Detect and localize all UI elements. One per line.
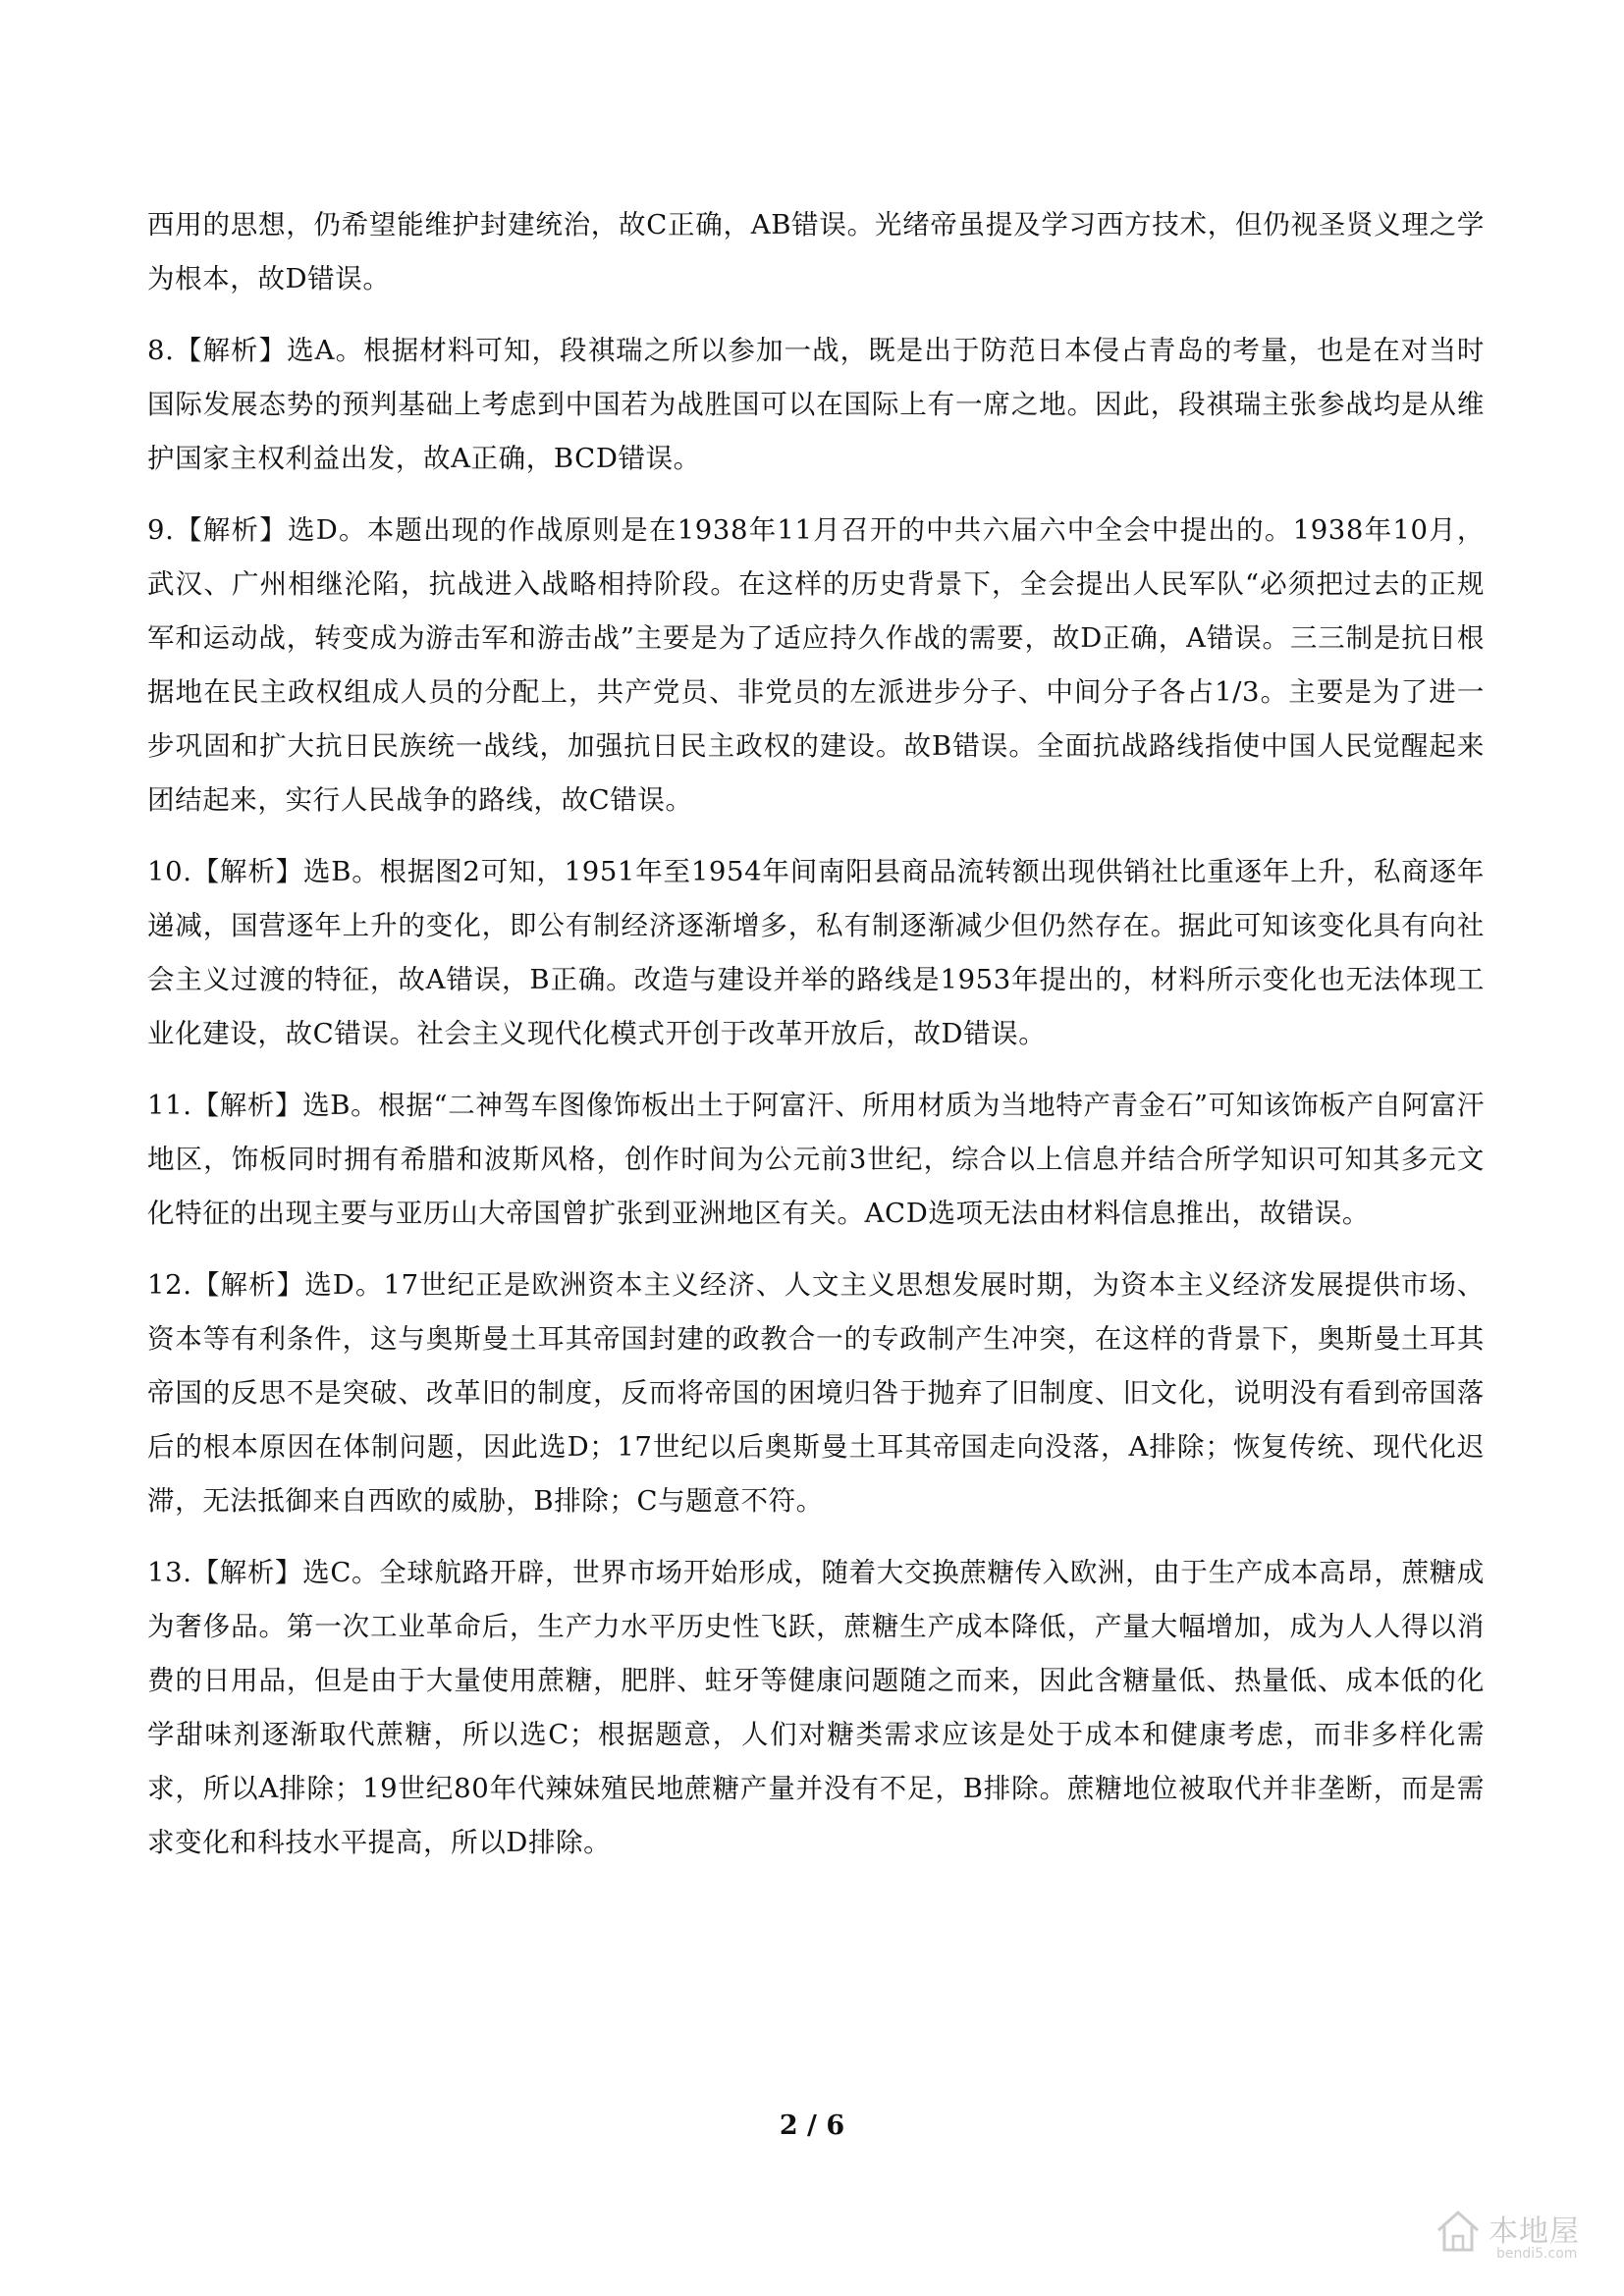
paragraph-13: 13.【解析】选C。全球航路开辟，世界市场开始形成，随着大交换蔗糖传入欧洲，由于生产成本高昂，蔗糖成为奢侈品。第一次工业革命后，生产力水平历史性飞跃，蔗糖生产成本降低，产量大幅增加，成为人人得以消费的日用品，但是由于大量使用蔗糖，肥胖、蛀牙等健康问题随之而来，因此含糖量低、热量低、成本低的化学甜味剂逐渐取代蔗糖，所以选C；根据题意，人们对糖类需求应该是处于成本和健康考虑，而非多样化需求，所以A排除；19世纪80年代辣妹殖民地蔗糖产量并没有不足，B排除。蔗糖地位被取代并非垄断，而是需求变化和科技水平提高，所以D排除。 (147, 1557, 1485, 1858)
house-icon (1434, 2207, 1483, 2256)
watermark-title: 本地屋 (1489, 2215, 1580, 2249)
paragraph-7-continued: 西用的思想，仍希望能维护封建统治，故C正确，AB错误。光绪帝虽提及学习西方技术，但仍视圣贤义理之学为根本，故D错误。 (147, 209, 1485, 294)
paragraph-8: 8.【解析】选A。根据材料可知，段祺瑞之所以参加一战，既是出于防范日本侵占青岛的考量，也是在对当时国际发展态势的预判基础上考虑到中国若为战胜国可以在国际上有一席之地。因此，段祺瑞主张参战均是从维护国家主权利益出发，故A正确，BCD错误。 (147, 335, 1485, 474)
paragraph-12: 12.【解析】选D。17世纪正是欧洲资本主义经济、人文主义思想发展时期，为资本主义经济发展提供市场、资本等有利条件，这与奥斯曼土耳其帝国封建的政教合一的专政制产生冲突，在这样的背景下，奥斯曼土耳其帝国的反思不是突破、改革旧的制度，反而将帝国的困境归咎于抛弃了旧制度、旧文化，说明没有看到帝国落后的根本原因在体制问题，因此选D；17世纪以后奥斯曼土耳其帝国走向没落，A排除；恢复传统、现代化迟滞，无法抵御来自西欧的威胁，B排除；C与题意不符。 (147, 1269, 1485, 1517)
paragraph-9: 9.【解析】选D。本题出现的作战原则是在1938年11月召开的中共六届六中全会中提出的。1938年10月，武汉、广州相继沦陷，抗战进入战略相持阶段。在这样的历史背景下，全会提出人民军队“必须把过去的正规军和运动战，转变成为游击军和游击战”主要是为了适应持久作战的需要，故D正确，A错误。三三制是抗日根据地在民主政权组成人员的分配上，共产党员、非党员的左派进步分子、中间分子各占1/3。主要是为了进一步巩固和扩大抗日民族统一战线，加强抗日民主政权的建设。故B错误。全面抗战路线指使中国人民觉醒起来团结起来，实行人民战争的路线，故C错误。 (147, 514, 1485, 816)
answer-explanations (147, 198, 1485, 1888)
watermark-url: bendi5.com (1496, 2246, 1578, 2262)
paragraph-10: 10.【解析】选B。根据图2可知，1951年至1954年间南阳县商品流转额出现供销社比重逐年上升，私商逐年递减，国营逐年上升的变化，即公有制经济逐渐增多，私有制逐渐减少但仍然存在。据此可知该变化具有向社会主义过渡的特征，故A错误，B正确。改造与建设并举的路线是1953年提出的，材料所示变化也无法体现工业化建设，故C错误。社会主义现代化模式开创于改革开放后，故D错误。 (147, 856, 1485, 1049)
paragraph-11: 11.【解析】选B。根据“二神驾车图像饰板出土于阿富汗、所用材质为当地特产青金石”可知该饰板产自阿富汗地区，饰板同时拥有希腊和波斯风格，创作时间为公元前3世纪，综合以上信息并结合所学知识可知其多元文化特征的出现主要与亚历山大帝国曾扩张到亚洲地区有关。ACD选项无法由材料信息推出，故错误。 (147, 1090, 1485, 1229)
watermark-logo (1434, 2197, 1581, 2271)
page-number: 2 / 6 (779, 2110, 845, 2141)
